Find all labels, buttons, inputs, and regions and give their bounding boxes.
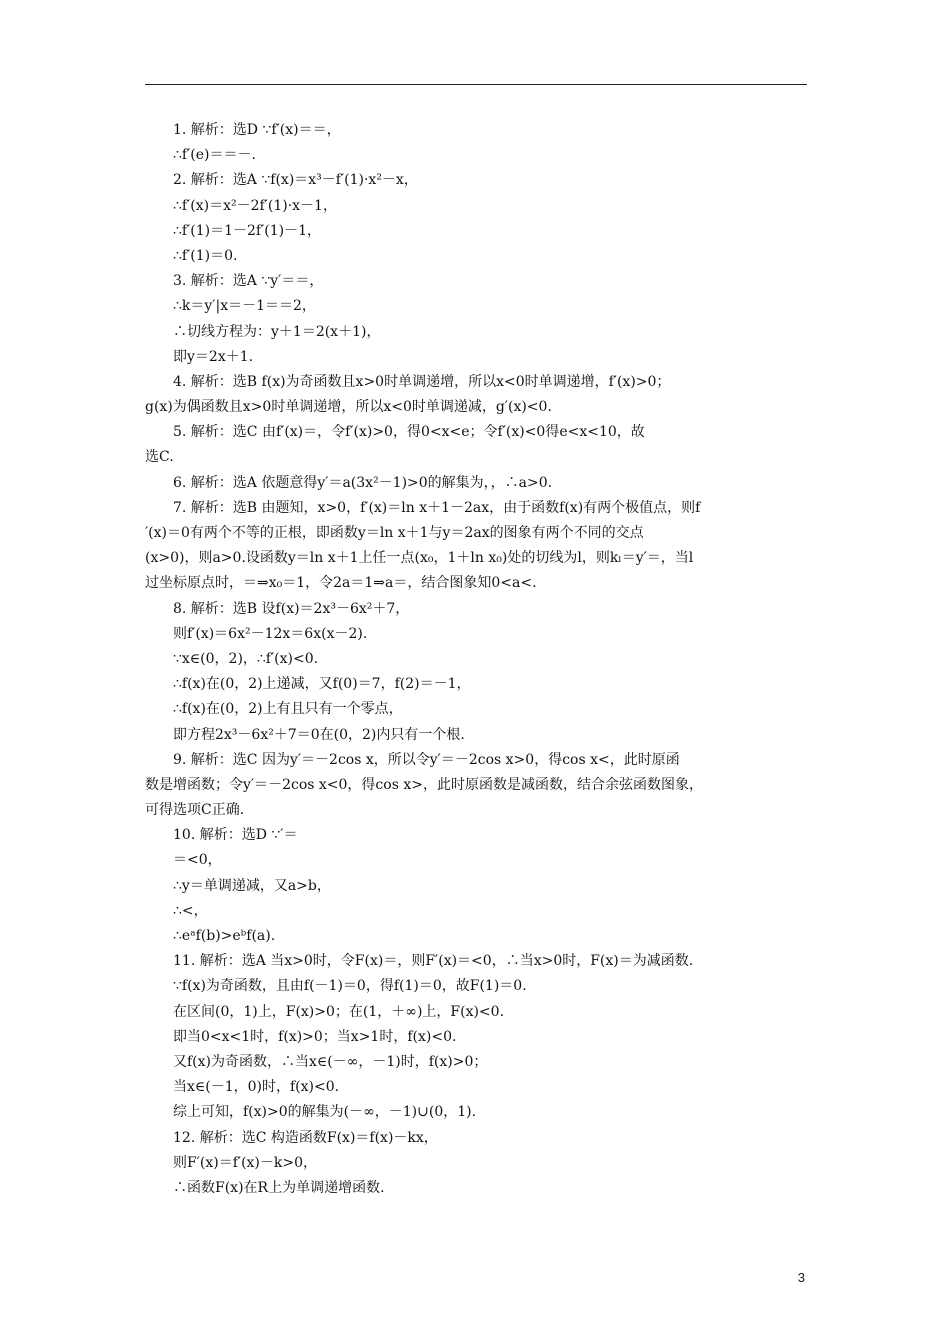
text-line: 即当0<x<1时，f(x)>0；当x>1时，f(x)<0. bbox=[173, 1028, 457, 1045]
text-line: ∵f(x)为奇函数，且由f(－1)＝0，得f(1)＝0，故F(1)＝0. bbox=[173, 978, 527, 995]
text-line: 在区间(0，1)上，F(x)>0；在(1，＋∞)上，F(x)<0. bbox=[173, 1003, 505, 1020]
text-line: 7. 解析：选B 由题知，x>0，f′(x)＝ln x＋1－2ax，由于函数f(x)有两个极值点，则f bbox=[173, 499, 701, 516]
text-line: ∴f′(x)＝x²－2f′(1)·x－1， bbox=[173, 197, 337, 214]
text-line: ∴函数F(x)在R上为单调递增函数. bbox=[173, 1179, 385, 1196]
text-line: 4. 解析：选B f(x)为奇函数且x>0时单调递增，所以x<0时单调递增，f′(x)>0； bbox=[173, 373, 671, 390]
text-line: ∴k＝y′|x＝－1＝＝2， bbox=[173, 298, 316, 315]
text-line: 3. 解析：选A ∵y′＝＝， bbox=[173, 273, 324, 290]
text-line: ∴f′(1)＝1－2f′(1)－1， bbox=[173, 222, 322, 239]
text-line: ∴切线方程为：y＋1＝2(x＋1)， bbox=[173, 323, 381, 340]
text-line: ∴f′(e)＝＝－. bbox=[173, 147, 256, 164]
text-line: ∴y＝单调递减，又a>b， bbox=[173, 877, 331, 894]
text-line: ∴eᵃf(b)>eᵇf(a). bbox=[173, 928, 276, 944]
text-line: ′(x)＝0有两个不等的正根，即函数y＝ln x＋1与y＝2ax的图象有两个不同的交点 bbox=[145, 525, 644, 541]
text-line: 综上可知，f(x)>0的解集为(－∞，－1)∪(0，1). bbox=[173, 1104, 477, 1121]
text-line: 2. 解析：选A ∵f(x)＝x³－f′(1)·x²－x， bbox=[173, 172, 418, 189]
text-line: 过坐标原点时，＝⇒x₀＝1，令2a＝1⇒a＝，结合图象知0<a<. bbox=[145, 575, 537, 592]
text-line: 6. 解析：选A 依题意得y′＝a(3x²－1)>0的解集为，，∴a>0. bbox=[173, 474, 553, 491]
text-line: 当x∈(－1，0)时，f(x)<0. bbox=[173, 1079, 340, 1096]
text-line: ∵x∈(0，2)，∴f′(x)<0. bbox=[173, 650, 319, 667]
text-line: 9. 解析：选C 因为y′＝－2cos x，所以令y′＝－2cos x>0，得cos x<，此时原函 bbox=[173, 751, 680, 768]
text-line: ∴<， bbox=[173, 902, 208, 919]
text-line: g(x)为偶函数且x>0时单调递增，所以x<0时单调递减，g′(x)<0. bbox=[145, 399, 552, 416]
text-line: 1. 解析：选D ∵f′(x)＝＝， bbox=[173, 122, 341, 138]
text-line: 10. 解析：选D ∵′＝ bbox=[173, 827, 298, 844]
text-line: ∴f(x)在(0，2)上有且只有一个零点， bbox=[173, 701, 403, 718]
text-line: 则F′(x)＝f′(x)－k>0， bbox=[173, 1154, 318, 1171]
text-line: 即方程2x³－6x²＋7＝0在(0，2)内只有一个根. bbox=[173, 726, 465, 743]
text-line: ∴f(x)在(0，2)上递减，又f(0)＝7，f(2)＝－1， bbox=[173, 676, 471, 693]
text-line: (x>0)，则a>0.设函数y＝ln x＋1上任一点(x₀，1＋ln x₀)处的切线为l，则kₗ＝y′＝，当l bbox=[145, 550, 694, 567]
solution-text bbox=[145, 118, 807, 1201]
text-line: ∴f′(1)＝0. bbox=[173, 247, 238, 264]
text-line: 即y＝2x＋1. bbox=[173, 348, 254, 365]
page-number: 3 bbox=[797, 1270, 805, 1285]
text-line: 11. 解析：选A 当x>0时，令F(x)＝，则F′(x)＝<0，∴当x>0时，F(x)＝为减函数. bbox=[173, 953, 694, 970]
text-line: 可得选项C正确. bbox=[145, 802, 245, 819]
text-line: ＝<0， bbox=[173, 852, 222, 869]
text-line: 又f(x)为奇函数，∴当x∈(－∞，－1)时，f(x)>0； bbox=[173, 1053, 488, 1070]
text-line: 数是增函数；令y′＝－2cos x<0，得cos x>，此时原函数是减函数，结合余弦函数图象， bbox=[145, 776, 703, 793]
header-rule bbox=[145, 84, 807, 85]
text-line: 选C. bbox=[145, 449, 174, 466]
text-line: 12. 解析：选C 构造函数F(x)＝f(x)－kx， bbox=[173, 1129, 438, 1146]
text-line: 则f′(x)＝6x²－12x＝6x(x－2). bbox=[173, 625, 368, 642]
text-line: 5. 解析：选C 由f′(x)＝，令f′(x)>0，得0<x<e；令f′(x)<0得e<x<10，故 bbox=[173, 424, 645, 441]
text-line: 8. 解析：选B 设f(x)＝2x³－6x²＋7， bbox=[173, 600, 410, 617]
